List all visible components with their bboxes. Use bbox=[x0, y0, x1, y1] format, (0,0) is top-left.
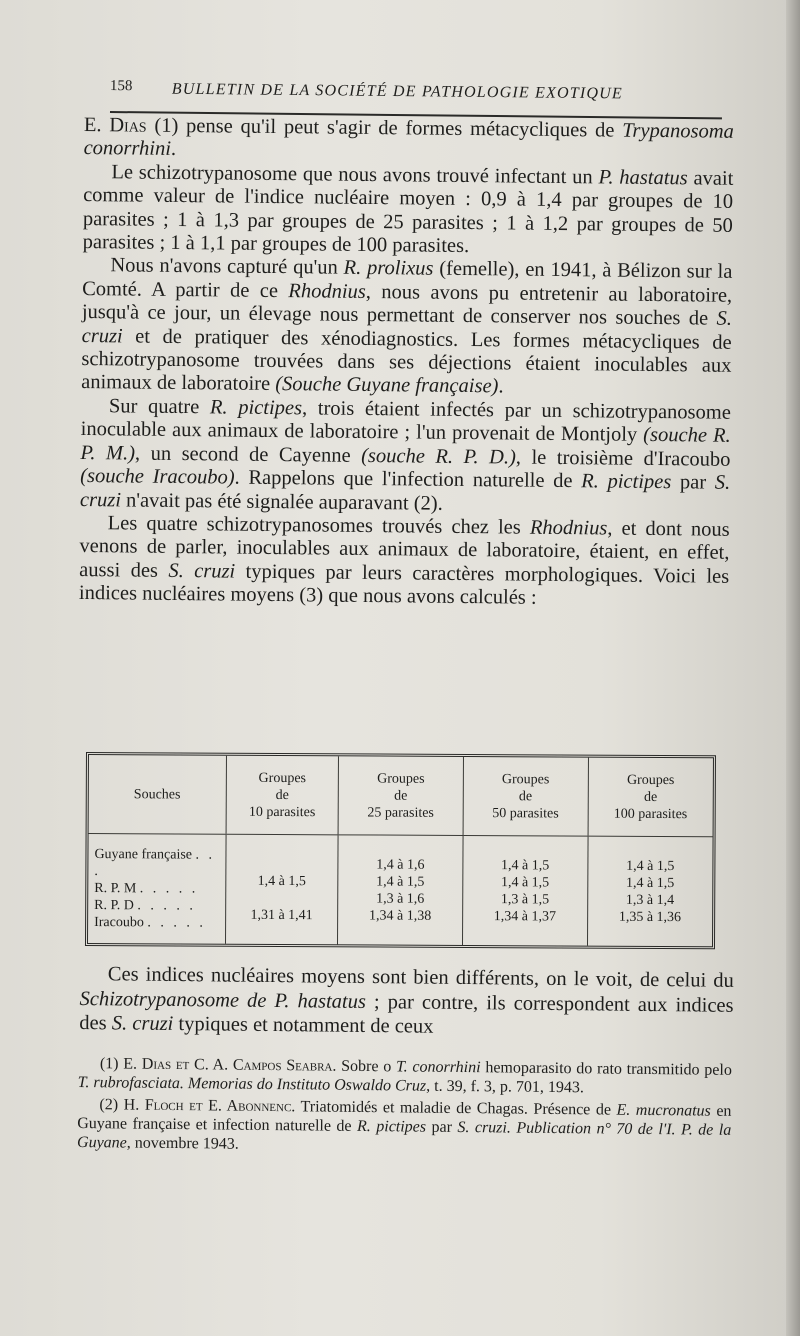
species-name: R. pictipes bbox=[581, 470, 672, 494]
journal-name: T. rubrofasciata. Memorias do Instituto Oswaldo Cruz bbox=[77, 1073, 427, 1095]
groups-50-cell bbox=[462, 835, 587, 945]
table-row-label bbox=[94, 914, 225, 932]
text-run: (1) pense qu'il peut s'agir de formes métacycliques de bbox=[146, 114, 623, 142]
text-run: par bbox=[671, 471, 715, 494]
leader-dots: . . . . . bbox=[139, 881, 199, 897]
text-run: , t. 39, f. 3, p. 701, 1943. bbox=[426, 1077, 585, 1097]
table-row-label bbox=[94, 846, 225, 881]
text-run: , et dont nous venons de parler, inoculables aux animaux de laboratoire, étaient, en effet, aussi des bbox=[79, 517, 730, 582]
text-run: n'avait pas été signalée auparavant (2). bbox=[120, 488, 443, 515]
species-name: P. hastatus bbox=[598, 166, 688, 190]
author-name: H. Floch et E. Abonnenc bbox=[123, 1096, 292, 1116]
header-line: 50 parasites bbox=[492, 805, 559, 821]
nuclear-index-table bbox=[85, 752, 716, 949]
table-body-row bbox=[88, 834, 713, 947]
text-run: . bbox=[170, 138, 177, 161]
header-line: Groupes bbox=[258, 770, 307, 786]
value: 1,4 à 1,5 bbox=[257, 873, 306, 889]
text-run: . Triatomidés et maladie de Chagas. Présence de bbox=[291, 1098, 617, 1119]
header-line: de bbox=[643, 789, 658, 805]
text-run: , trois étaient infectés par un schizotrypanosome inoculable aux animaux de laboratoire ; l'un provenait de Montjoly bbox=[80, 397, 732, 447]
value: 1,34 à 1,37 bbox=[493, 908, 557, 924]
text-run: (femelle), en 1941, à Bélizon sur la Comté. A partir de ce bbox=[82, 258, 733, 302]
paragraph-5 bbox=[79, 512, 730, 612]
footnote-1 bbox=[78, 1054, 732, 1099]
text-run: typiques et notamment de ceux bbox=[173, 1012, 434, 1038]
value: 1,31 à 1,41 bbox=[250, 907, 313, 923]
text-run: Sur quatre bbox=[108, 395, 211, 419]
groups-10-cell bbox=[225, 834, 338, 944]
header-line: 25 parasites bbox=[367, 804, 434, 821]
header-line: Groupes bbox=[501, 771, 550, 787]
species-name: Rhodnius bbox=[529, 516, 608, 540]
leader-dots: . . . bbox=[94, 847, 216, 880]
value: 1,35 à 1,36 bbox=[618, 909, 682, 925]
body-text bbox=[79, 114, 734, 612]
footnote-2 bbox=[77, 1095, 732, 1159]
paragraph-6 bbox=[79, 962, 734, 1042]
page-edge-shadow bbox=[786, 0, 800, 1336]
strain-label: Iracoubo bbox=[94, 915, 144, 931]
footnotes bbox=[77, 1054, 732, 1162]
footnote-marker: (1) bbox=[99, 1055, 124, 1073]
value: 1,4 à 1,5 bbox=[626, 858, 675, 874]
paragraph-4 bbox=[80, 395, 731, 519]
header-line: 10 parasites bbox=[248, 804, 316, 820]
strain-name: (souche R. P. M.) bbox=[80, 424, 731, 465]
species-name: R. pictipes bbox=[356, 1117, 427, 1136]
species-name: S. cruzi bbox=[111, 1012, 174, 1035]
page-number: 158 bbox=[109, 77, 133, 95]
header-line: de bbox=[394, 788, 408, 804]
paragraph-1 bbox=[84, 114, 734, 168]
spacer bbox=[226, 855, 337, 873]
text-run: . Rappelons que l'infection naturelle de bbox=[234, 466, 582, 493]
species-name: S. cruzi bbox=[81, 307, 733, 348]
text-run: , novembre 1943. bbox=[126, 1134, 239, 1153]
running-header bbox=[110, 74, 725, 108]
table-row-label bbox=[94, 897, 225, 915]
leader-dots: . . . . . bbox=[137, 898, 196, 914]
table-header-row bbox=[89, 755, 713, 837]
value: 1,34 à 1,38 bbox=[368, 907, 432, 924]
text-run: avait comme valeur de l'indice nucléaire moyen : 0,9 à 1,4 par groupes de 10 parasites ; 1 à 1,3 par groupes de 25 parasites ; 1 à 1,2 par groupes de 50 parasites ; 1 à 1,1 par groupes de 100 parasites. bbox=[82, 167, 734, 258]
header-groups-10 bbox=[226, 756, 339, 835]
text-run: Ces indices nucléaires moyens sont bien différents, on le voit, de celui du bbox=[107, 963, 734, 992]
value: 1,3 à 1,5 bbox=[500, 891, 550, 907]
header-line: Groupes bbox=[626, 772, 675, 788]
species-name: R. pictipes bbox=[209, 396, 303, 420]
value: 1,4 à 1,5 bbox=[626, 875, 675, 891]
text-run: ; par contre, ils correspondent aux indices des bbox=[79, 990, 734, 1035]
value: 1,4 à 1,6 bbox=[376, 857, 425, 873]
table-row-label bbox=[94, 880, 225, 898]
spacer bbox=[226, 889, 337, 907]
species-name: Trypanosoma conorrhini bbox=[83, 119, 734, 161]
paragraph-2 bbox=[83, 161, 734, 261]
header-line: de bbox=[275, 787, 289, 803]
author-name: E. Dias bbox=[83, 114, 147, 137]
journal-title: BULLETIN DE LA SOCIÉTÉ DE PATHOLOGIE EXOTIQUE bbox=[171, 80, 623, 103]
species-name: E. mucronatus bbox=[616, 1101, 711, 1120]
strain-name: (souche Iracoubo) bbox=[80, 465, 235, 489]
header-line: Groupes bbox=[377, 771, 425, 787]
value: 1,4 à 1,5 bbox=[501, 857, 550, 873]
species-name: Rhodnius bbox=[288, 279, 366, 303]
text-run: , nous avons pu entretenir au laboratoire, jusqu'à ce jour, un élevage nous permettant de conserver nos souches de bbox=[81, 280, 733, 330]
conclusion-text bbox=[79, 962, 734, 1042]
header-line: 100 parasites bbox=[613, 806, 688, 822]
strain-label: R. P. D bbox=[94, 898, 134, 914]
text-run: , un second de Cayenne bbox=[134, 442, 362, 467]
strain-name: (Souche Guyane française) bbox=[275, 373, 499, 398]
species-name: Schizotrypanosome de P. hastatus bbox=[79, 987, 366, 1013]
author-name: E. Dias et C. A. Campos Seabra bbox=[123, 1055, 333, 1075]
text-run: par bbox=[425, 1118, 458, 1136]
value: 1,3 à 1,4 bbox=[625, 892, 675, 908]
value: 1,3 à 1,6 bbox=[376, 891, 425, 907]
text-run: Les quatre schizotrypanosomes trouvés chez les bbox=[107, 512, 531, 539]
data-table bbox=[88, 755, 713, 946]
paragraph-3 bbox=[81, 254, 732, 401]
text-run: . Sobre o bbox=[332, 1057, 397, 1076]
strain-label: R. P. M bbox=[94, 881, 137, 897]
leader-dots: . . . . . bbox=[147, 915, 206, 931]
species-name: S. cruzi bbox=[168, 559, 236, 583]
header-groups-100 bbox=[588, 758, 713, 837]
publication-name: S. cruzi. Publication n° 70 de l'I. P. de la Guyane bbox=[76, 1118, 732, 1152]
header-line: de bbox=[518, 788, 533, 804]
text-run: Nous n'avons capturé qu'un bbox=[110, 254, 344, 280]
text-run: en Guyane française et infection naturelle de bbox=[77, 1102, 732, 1135]
header-groups-25 bbox=[338, 756, 463, 835]
groups-100-cell bbox=[587, 836, 712, 946]
text-run: Le schizotrypanosome que nous avons trouvé infectant un bbox=[111, 161, 599, 189]
text-run: et de pratiquer des xénodiagnostics. Les formes métacycliques de schizotrypanosome trouvées dans ses déjections étaient inoculables aux animaux de laboratoire bbox=[81, 325, 732, 396]
text-run: . bbox=[498, 375, 504, 398]
footnote-marker: (2) bbox=[99, 1096, 124, 1114]
text-run: hemoparasito do rato transmitido pelo bbox=[480, 1059, 732, 1079]
value: 1,4 à 1,5 bbox=[376, 874, 425, 890]
species-name: T. conorrhini bbox=[395, 1058, 481, 1077]
species-name: R. prolixus bbox=[343, 257, 434, 281]
header-groups-50 bbox=[463, 757, 588, 836]
strain-names-cell bbox=[88, 834, 226, 944]
strain-name: (souche R. P. D.) bbox=[361, 444, 516, 469]
text-run: , le troisième d'Iracoubo bbox=[515, 446, 731, 471]
text-run: typiques par leurs caractères morphologiques. Voici les indices nucléaires moyens (3) que nous avons calculés : bbox=[78, 560, 730, 609]
groups-25-cell bbox=[338, 835, 463, 945]
header-souches: Souches bbox=[89, 755, 227, 834]
species-name: S. cruzi bbox=[79, 471, 731, 511]
value: 1,4 à 1,5 bbox=[500, 874, 550, 890]
strain-label: Guyane française bbox=[94, 847, 193, 863]
